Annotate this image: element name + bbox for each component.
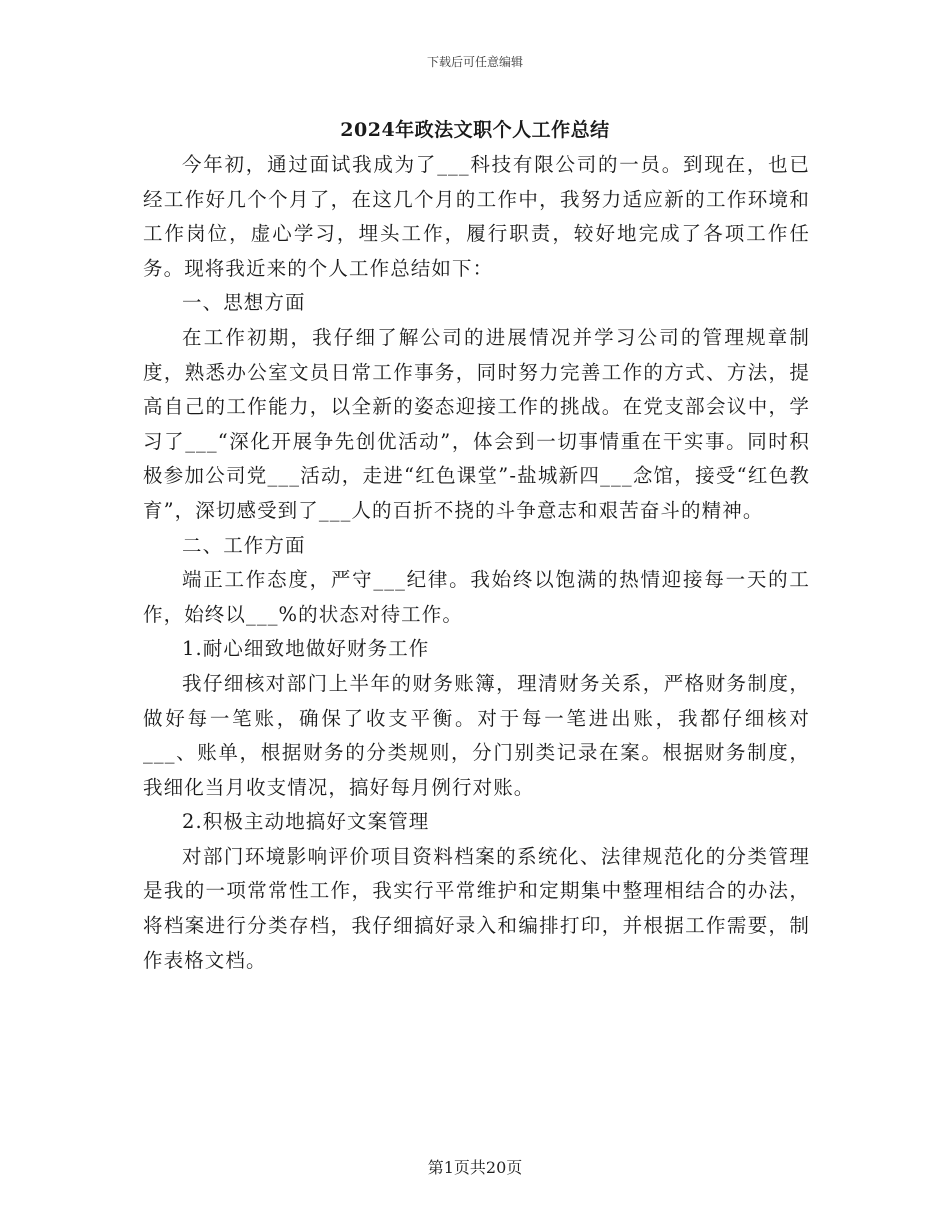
paragraph-work-attitude: 端正工作态度，严守___纪律。我始终以饱满的热情迎接每一天的工作，始终以___%的状态对待工作。: [143, 568, 810, 626]
paragraph-finance: 我仔细核对部门上半年的财务账簿，理清财务关系，严格财务制度，做好每一笔账，确保了收支平衡。对于每一笔进出账，我都仔细核对___、账单，根据财务的分类规则，分门别类记录在案。根据财务制度，我细化当月收支情况，搞好每月例行对账。: [143, 671, 810, 799]
document-body: [143, 148, 810, 978]
document-title: 2024年政法文职个人工作总结: [340, 119, 610, 141]
paragraph-intro: 今年初，通过面试我成为了___科技有限公司的一员。到现在，也已经工作好几个个月了，在这几个月的工作中，我努力适应新的工作环境和工作岗位，虚心学习，埋头工作，履行职责，较好地完成了各项工作任务。现将我近来的个人工作总结如下：: [143, 153, 810, 280]
page-number: 第1页共20页: [427, 1158, 523, 1177]
subheading-finance: 1.耐心细致地做好财务工作: [182, 637, 430, 661]
header-note: 下载后可任意编辑: [426, 55, 523, 69]
section-heading-thought: 一、思想方面: [182, 291, 306, 315]
paragraph-thought: 在工作初期，我仔细了解公司的进展情况并学习公司的管理规章制度，熟悉办公室文员日常工作事务，同时努力完善工作的方式、方法，提高自己的工作能力，以全新的姿态迎接工作的挑战。在党支部会议中，学习了___“深化开展争先创优活动”，体会到一切事情重在干实事。同时积极参加公司党___活动，走进“红色课堂”-盐城新四___念馆，接受“红色教育”，深切感受到了___人的百折不挠的斗争意志和艰苦奋斗的精神。: [143, 325, 810, 522]
section-heading-work: 二、工作方面: [182, 533, 306, 557]
subheading-archives: 2.积极主动地搞好文案管理: [182, 810, 430, 834]
paragraph-archives: 对部门环境影响评价项目资料档案的系统化、法律规范化的分类管理是我的一项常常性工作，我实行平常维护和定期集中整理相结合的办法，将档案进行分类存档，我仔细搞好录入和编排打印，并根据工作需要，制作表格文档。: [143, 844, 810, 972]
